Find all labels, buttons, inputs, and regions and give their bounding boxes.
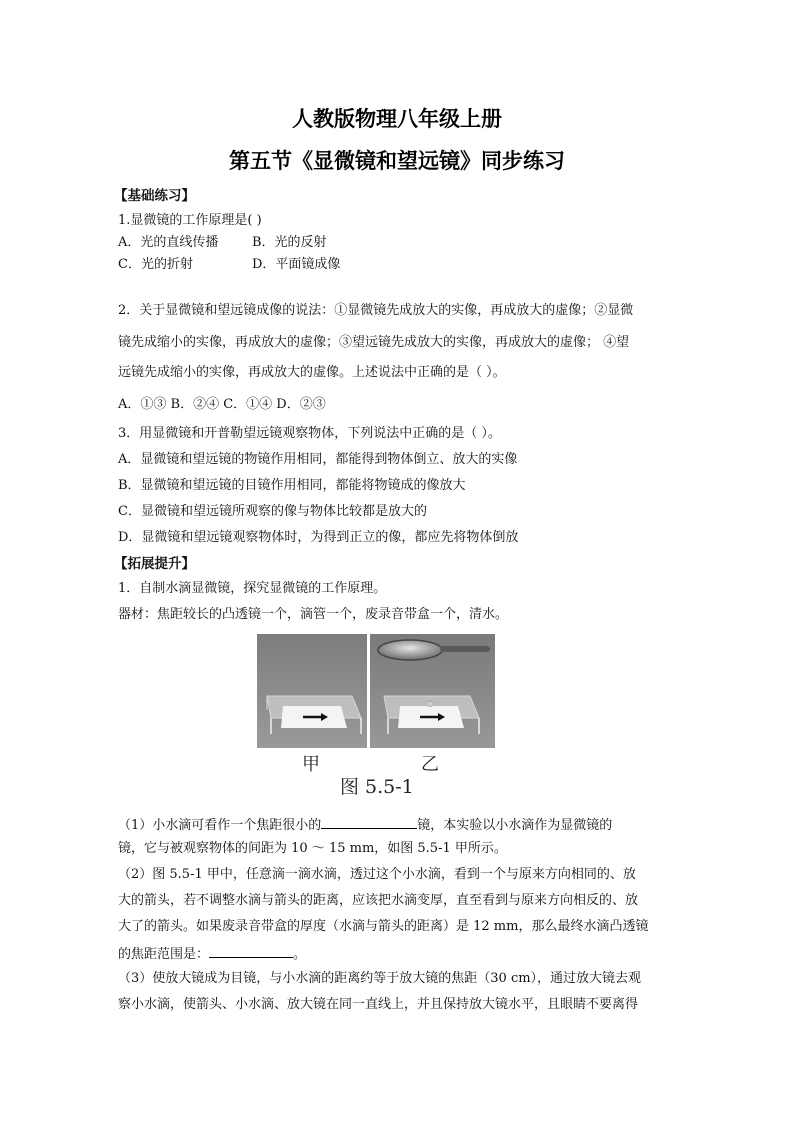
p2-line-2: 大的箭头，若不调整水滴与箭头的距离，应该把水滴变厚，直至看到与原来方向相反的、放 xyxy=(118,893,639,908)
q2-line-3: 远镜先成缩小的实像，再成放大的虚像。上述说法中正确的是（ ）。 xyxy=(118,365,506,380)
e1-materials: 器材：焦距较长的凸透镜一个，滴管一个，废录音带盒一个，清水。 xyxy=(118,607,509,622)
p2-line-4 xyxy=(118,944,688,964)
section-basic-heading: 【基础练习】 xyxy=(114,188,195,204)
q1-option-a: A．光的直线传播 xyxy=(118,235,219,250)
q1-stem: 1.显微镜的工作原理是( ) xyxy=(118,213,262,228)
p3-line-1: （3）使放大镜成为目镜，与小水滴的距离约等于放大镜的焦距（30 cm），通过放大镜去观 xyxy=(118,971,642,986)
figure-photo-right xyxy=(370,634,495,748)
p1-text-b: 镜，本实验以小水滴作为显微镜的 xyxy=(417,818,613,833)
q1-options-row1 xyxy=(118,234,688,252)
tape-case-with-arrow-image xyxy=(257,634,367,748)
q1-option-b: B．光的反射 xyxy=(252,235,327,250)
q3-option-d: D．显微镜和望远镜观察物体时，为得到正立的像，都应先将物体倒放 xyxy=(118,530,519,545)
q3-option-b: B．显微镜和望远镜的目镜作用相同，都能将物镜成的像放大 xyxy=(118,478,466,493)
p2-line-3: 大了的箭头。如果废录音带盒的厚度（水滴与箭头的距离）是 12 mm，那么最终水滴凸透镜 xyxy=(118,919,649,934)
figure-photo-left xyxy=(257,634,367,748)
page-subtitle: 第五节《显微镜和望远镜》同步练习 xyxy=(229,148,565,173)
p1-answer-blank[interactable] xyxy=(321,815,417,829)
p2-line-1: （2）图 5.5-1 甲中，任意滴一滴水滴，透过这个小水滴，看到一个与原来方向相同的、放 xyxy=(118,867,636,882)
q3-option-c: C．显微镜和望远镜所观察的像与物体比较都是放大的 xyxy=(118,504,427,519)
figure-caption: 图 5.5-1 xyxy=(340,776,414,798)
p1-line-1 xyxy=(118,815,688,835)
q3-option-a: A．显微镜和望远镜的物镜作用相同，都能得到物体倒立、放大的实像 xyxy=(118,452,518,467)
e1-stem: 1．自制水滴显微镜，探究显微镜的工作原理。 xyxy=(118,581,387,596)
section-extend-heading: 【拓展提升】 xyxy=(114,556,195,572)
p2-answer-blank[interactable] xyxy=(209,944,293,958)
p1-text-a: （1）小水滴可看作一个焦距很小的 xyxy=(118,818,322,833)
experiment-figure xyxy=(257,634,495,748)
magnifier-over-tape-case-image xyxy=(370,634,495,748)
q3-stem: 3．用显微镜和开普勒望远镜观察物体，下列说法中正确的是（ ）。 xyxy=(118,426,501,441)
q1-option-c: C．光的折射 xyxy=(118,257,193,272)
figure-label-left: 甲 xyxy=(302,754,320,775)
p2-text-a: 的焦距范围是： xyxy=(118,947,210,962)
p3-line-2: 察小水滴，使箭头、小水滴、放大镜在同一直线上，并且保持放大镜水平，且眼睛不要离得 xyxy=(118,997,639,1012)
q2-line-1: 2．关于显微镜和望远镜成像的说法：①显微镜先成放大的实像，再成放大的虚像；②显微 xyxy=(118,303,634,318)
q1-option-d: D．平面镜成像 xyxy=(252,257,341,272)
figure-label-right: 乙 xyxy=(421,754,439,775)
p2-text-b: 。 xyxy=(293,947,307,962)
q2-options: A．①③ B．②④ C．①④ D．②③ xyxy=(118,397,326,412)
q2-line-2: 镜先成缩小的实像，再成放大的虚像；③望远镜先成放大的实像，再成放大的虚像； ④望 xyxy=(118,335,630,350)
page-title: 人教版物理八年级上册 xyxy=(292,106,502,131)
q1-options-row2 xyxy=(118,256,688,274)
p1-line-2: 镜，它与被观察物体的间距为 10 ～ 15 mm，如图 5.5-1 甲所示。 xyxy=(118,841,507,856)
